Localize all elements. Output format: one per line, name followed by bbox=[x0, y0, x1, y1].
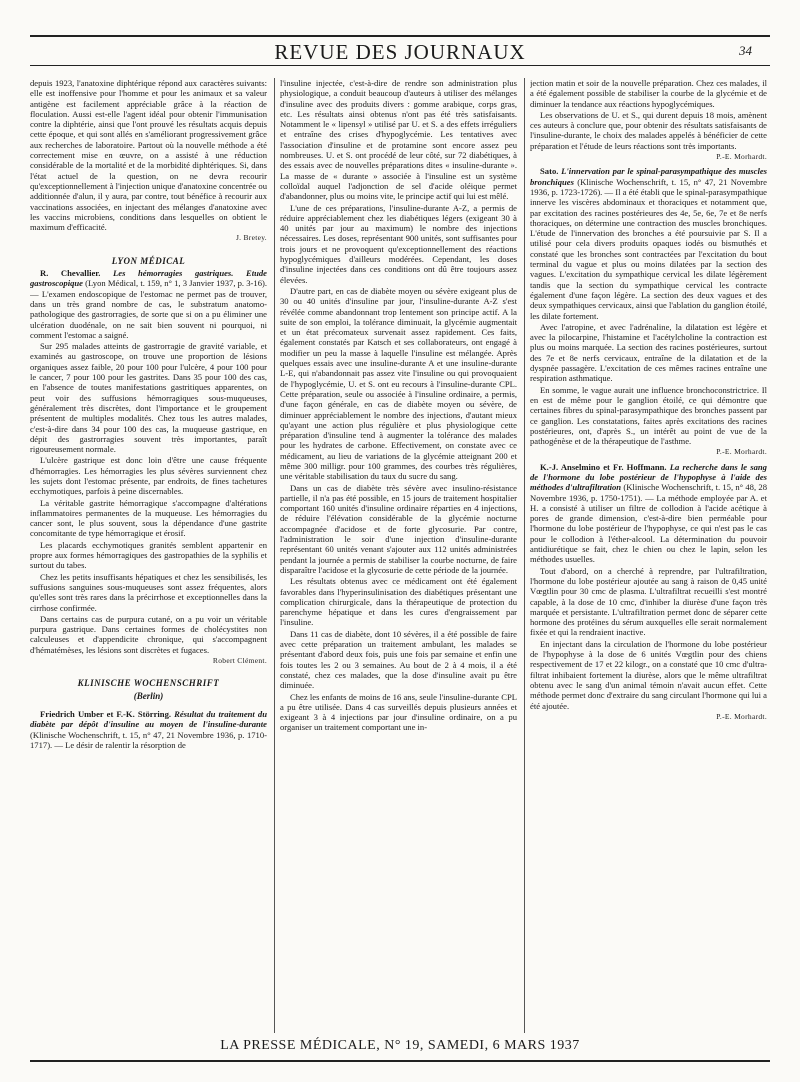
article-reference: (Lyon Médical, t. 159, n° 1, 3 Janvier 1937, p. 3-16). — L'examen endoscopique de l'estomac ne permet pas de trouver, dans un très grand nombre de cas, le substratum anatomo-pathologique des gastrorragies, de sorte que si on a pu éliminer une ulcération duodénale, on ne sait bien souvent ni pourquoi, ni comment l'estomac a saigné. bbox=[30, 278, 267, 340]
paragraph: L'une de ces préparations, l'insuline-durante A-Z, a permis de réduire appréciablement chez les diabétiques légers (exigeant 30 à 40 unités par jour au maximum) le nombre des injections nécessaires. Les doses, représentant 900 unités, sont suffisantes pour trois jours et ne provoquent qu'exceptionnellement des réactions hypoglycémiques d'ailleurs modérées. Cependant, les doses d'insuline injectées dans ces conditions ont dû être toujours assez élevées. bbox=[280, 202, 517, 285]
column-2 bbox=[280, 78, 517, 1033]
paragraph: Dans un cas de diabète très sévère avec insulino-résistance partielle, il n'a pas été possible, en 15 jours de traitement hospitalier comportant 160 unités d'insuline ordinaire réparties en 4 injections, de réduire l'élévation considérable de la glycémie nocturne accompagnée d'acidose et de forte glycosurie. Par contre, l'administration le soir d'une injection d'insuline-durante représentant 60 unités venant s'ajouter aux 112 unités administrées pendant la journée a permis de stabiliser la courbe nocturne, de faire disparaître l'acidose et la glycosurie de cette période de la journée. bbox=[280, 482, 517, 575]
article-entry bbox=[530, 166, 767, 320]
journal-section-title: REVUE DES JOURNAUX bbox=[274, 40, 526, 64]
header-top-rule bbox=[30, 35, 770, 37]
header-bottom-rule bbox=[30, 65, 770, 66]
author-signature: J. Bretey. bbox=[235, 233, 267, 243]
paragraph: L'ulcère gastrique est donc loin d'être une cause fréquente d'hémorragies. Les hémorragies les plus sévères surviennent chez les sujets dont l'estomac présente, par endroits, de fines tachetures ecchymotiques, parfois à peine discernables. bbox=[30, 455, 267, 497]
paragraph: Tout d'abord, on a cherché à reprendre, par l'ultrafiltration, l'hormone du lobe postérieur ajoutée au sang à raison de 0,45 unité Vœgtlin pour 30 cmc de plasma. L'ultrafiltrat recueilli s'est montré capable, à la dose de 10 cmc, d'inhiber la diurèse d'une façon très marquée et persistante. L'ultrafiltration permet donc de séparer cette hormone des protéines du sérum auxquelles elle serait normalement fixée et qui la rendraient inactive. bbox=[530, 565, 767, 638]
paragraph: D'autre part, en cas de diabète moyen ou sévère exigeant plus de 30 ou 40 unités d'insuline par jour, l'insuline-durante A-Z s'est révélée comme abandonnant trop lentement son principe actif. A la suite de son emploi, la tolérance diminuait, la glycémie augmentait et un état précomateux survenait assez rapidement. Ces faits, également constatés par Katsch et ses collaborateurs, ont engagé à modifier un peu la masse à laquelle l'insuline est mélangée. Après quelques essais avec une insuline-durante A et une insuline-durante L-E, qui n'abandonnait pas assez vite l'insuline ou qui provoquaient de l'hypoglycémie, U. et S. ont eu recours à l'insuline-durante CPL. Cette préparation, seule ou associée à l'insuline ordinaire, a permis, d'une façon générale, en cas de diabète moyen ou sévère, de diminuer appréciablement le nombre des injections, d'autant mieux qu'ayant une action plus régulière et plus physiologique cette préparation d'insuline tend à augmenter la tolérance des malades pour les hydrates de carbone. Effectivement, on constate avec ce médicament, au lieu de variations de la glycémie atteignant 200 et même 300 milligr. pour 100 grammes, des courbes très régulières, une véritable stabilisation du taux du sucre du sang. bbox=[280, 285, 517, 482]
article-author: R. Chevallier. bbox=[40, 268, 101, 279]
article-columns bbox=[30, 78, 770, 1033]
journal-heading: KLINISCHE WOCHENSCHRIFT bbox=[77, 678, 220, 689]
page-footer bbox=[30, 1038, 770, 1068]
article-entry bbox=[30, 268, 267, 340]
paragraph: depuis 1923, l'anatoxine diphtérique répond aux caractères suivants: elle est inoffensive pour l'homme et pour les animaux et sa valeur antigène est facilement appréciable grâce à la réaction de floculation. Aussi est-elle l'agent idéal pour obtenir l'immunisation contre la diphtérie, ainsi que l'ont prouvé les résultats acquis depuis cette époque, et qui sont allés en s'améliorant progressivement grâce aux recherches de laboratoire. Partout où la nouvelle méthode a été correctement mise en œuvre, on a assisté à une réduction considérable de la mortalité et de la morbidité diphtériques. Si, dans l'état actuel de la question, on ne devra recourir qu'exceptionnellement à l'injection unique d'anatoxine concentrée ou additionnée d'alun, il y aura, par contre, tout bénéfice à recourir aux vaccinations associées, en injectant des mélanges d'anatoxine avec les vaccins microbiens, conditions dans lesquelles on obtient le maximum d'efficacité. bbox=[30, 78, 267, 233]
paragraph: Les observations de U. et S., qui durent depuis 18 mois, amènent ces auteurs à conclure que, pour obtenir des résultats satisfaisants de l'insuline-durante, le choix des malades appelés à bénéficier de cette préparation et l'étude de leurs réactions sont très importants. bbox=[530, 109, 767, 151]
paragraph: Chez les petits insuffisants hépatiques et chez les sensibilisés, les suffusions sanguines sous-muqueuses sont assez fréquentes, alors qu'elles sont très rares dans la précirrhose et exceptionnelles dans la cirrhose confirmée. bbox=[30, 571, 267, 613]
paragraph: Dans certains cas de purpura cutané, on a pu voir un véritable purpura gastrique. Dans certaines formes de cholécystites non calculeuses et d'appendicite chronique, qui s'accompagnent d'hématémèses, les lésions sont discrètes et fugaces. bbox=[30, 613, 267, 655]
author-signature: P.-E. Morhardt. bbox=[716, 152, 767, 162]
paragraph: En somme, le vague aurait une influence bronchoconstrictrice. Il en est de même pour le ganglion étoilé, ce qui démontre que certaines fibres du spinal-parasympathique des bronches passent par ce ganglion. Les constatations, faites après excitations des racines postérieures, ont, d'après S., un intérêt au point de vue de la pathogénèse et de la thérapeutique de l'asthme. bbox=[530, 384, 767, 447]
paragraph: Avec l'atropine, et avec l'adrénaline, la dilatation est légère et avec la pilocarpine, l'histamine et l'acétylcholine la contraction est plus ou moins marquée. La section des racines postérieures, surtout des 7e et 8e nerfs cervicaux, entraîne de la dilatation et de la dyspnée passagère. L'excitation de ces mêmes racines entraîne une respiration asthmatique. bbox=[530, 321, 767, 384]
article-title: Résultat du traitement du diabète par dépôt d'insuline au moyen de l'insuline-durante bbox=[30, 708, 267, 730]
paragraph: En injectant dans la circulation de l'hormone du lobe postérieur de l'hypophyse à la dose de 6 unités Vœgtlin pour des chiens respectivement de 17 et 22 kilogr., on a constaté que 10 cmc d'ultra-filtrat inhibaient fortement la diurèse, alors que le même ultrafiltrat obtenu avec le sang d'un animal témoin n'avait aucun effet. Cette méthode permet donc d'extraire du sang circulant l'hormone qui lui a été ajoutée. bbox=[530, 638, 767, 711]
column-divider bbox=[524, 78, 525, 1033]
publication-line: LA PRESSE MÉDICALE, N° 19, SAMEDI, 6 MARS 1937 bbox=[220, 1038, 580, 1053]
article-reference: (Klinische Wochenschrift, t. 15, n° 47, 21 Novembre 1936, p. 1710-1717). — Le désir de ralentir la résorption de bbox=[30, 729, 267, 750]
author-signature: P.-E. Morhardt. bbox=[716, 711, 767, 721]
paragraph: Les placards ecchymotiques granités semblent appartenir en propre aux formes hémorragiques des gastropathies de la syphilis et surtout du tabes. bbox=[30, 539, 267, 571]
column-1 bbox=[30, 78, 267, 1033]
journal-city: (Berlin) bbox=[133, 690, 164, 701]
article-title: Les hémorragies gastriques. Etude gastroscopique bbox=[30, 268, 267, 289]
article-author: Sato. bbox=[540, 166, 559, 177]
article-entry bbox=[530, 462, 767, 565]
page-header bbox=[30, 35, 770, 69]
journal-heading: LYON MÉDICAL bbox=[111, 255, 186, 266]
article-entry bbox=[30, 709, 267, 750]
paragraph: Les résultats obtenus avec ce médicament ont été également favorables dans l'hyperinsulinisation des diabétiques présentant une complication chirurgicale, dans la thérapeutique de protection du parenchyme hépatique et dans les cures d'engraissement par l'insuline. bbox=[280, 576, 517, 628]
paragraph: La véritable gastrite hémorragique s'accompagne d'altérations inflammatoires permanentes de la muqueuse. Les hémorragies du cancer sont, le plus souvent, sous la dépendance d'une gastrite concomitante de type hémorragique et érosif. bbox=[30, 497, 267, 539]
paragraph: jection matin et soir de la nouvelle préparation. Chez ces malades, il a été également possible de stabiliser la courbe de la glycémie et de diminuer la tendance aux réactions hypoglycémiques. bbox=[530, 78, 767, 109]
article-title: L'innervation par le spinal-parasympathique des muscles bronchiques bbox=[530, 166, 767, 187]
author-signature: P.-E. Morhardt. bbox=[716, 447, 767, 457]
article-reference: (Klinische Wochenschrift, t. 15, n° 48, 28 Novembre 1936, p. 1750-1751). — La méthode employée par A. et H. a consisté à utiliser un filtre de collodion à l'acide acétique à pores de grande dimension, c'est-à-dire bien perméable pour l'hormone du lobe postérieur de l'hypophyse, ce qui n'est pas le cas pour le collodion à l'éther-alcool. La détermination du pouvoir antidiurétique se fait, chez le chien ou chez le lapin, selon les méthodes usuelles. bbox=[530, 482, 767, 565]
column-3 bbox=[530, 78, 767, 1033]
article-author: K.-J. Anselmino et Fr. Hoffmann. bbox=[540, 461, 667, 472]
article-title: La recherche dans le sang de l'hormone du lobe postérieur de l'hypophyse à l'aide des méthodes d'ultrafiltration bbox=[530, 461, 767, 493]
author-signature: Robert Clément. bbox=[212, 656, 267, 666]
article-reference: (Klinische Wochenschrift, t. 15, n° 47, 21 Novembre 1936, p. 1723-1726). — Il a été établi que le spinal-parasympathique innerve les viscères abdominaux et thoraciques et notamment que, par excitation des racines postérieures des 4e, 5e, 6e, 7e et 8e nerfs thoraciques, on détermine une contraction des muscles bronchiques. L'étude de l'innervation des bronches a été poursuivie par S. Il a utilisé pour cela divers produits opaques iodés ou bismuthés et constaté que les bronches sont contractées par l'excitation du bout terminal du vague et plus ou moins dilatées par la section des vagues. L'excitation du sympathique cervical les dilate légèrement tandis que la section du sympathique cervical les contracte également d'une façon légère. La section des deux vagues et des deux sympathiques cervicaux, ainsi que l'ablation du ganglion étoilé, les dilate fortement. bbox=[530, 176, 767, 321]
article-author: Friedrich Umber et F.-K. Störring. bbox=[40, 708, 172, 719]
footer-rule bbox=[30, 1060, 770, 1062]
column-divider bbox=[274, 78, 275, 1033]
paragraph: Sur 295 malades atteints de gastrorragie de gravité variable, et examinés au gastroscope, on trouve une proportion de lésions organiques assez faible, 20 pour 100 pour l'ulcère, 4 pour 100 pour le cancer, 7 pour 100 pour les gastrites. Dans 35 pour 100 des cas, en l'absence de toutes manifestations gastritiques apparentes, on peut voir des suffusions hémorragiques sous-muqueuses, généralement très discrètes, dont l'importance et le groupement présentent de multiples modalités. Chez tous les autres malades, c'est-à-dire dans 34 pour 100 des cas, la muqueuse gastrique, en dépit des gastrorragies souvent très importantes, paraît rigoureusement normale. bbox=[30, 341, 267, 455]
paragraph: Dans 11 cas de diabète, dont 10 sévères, il a été possible de faire avec cette préparation un traitement ambulant, les malades se présentant d'abord deux fois, puis une fois par semaine et enfin une fois toutes les 2 ou 3 semaines. Au bout de 2 à 4 mois, il a été constaté, chez ces malades, que la dose d'insuline avait pu être diminuée. bbox=[280, 628, 517, 691]
paragraph: Chez les enfants de moins de 16 ans, seule l'insuline-durante CPL a pu être utilisée. Dans 4 cas surveillés depuis plusieurs années et exigeant 3 à 4 injections par jour d'insuline ordinaire, on a pu organiser un traitement comportant une in- bbox=[280, 691, 517, 733]
paragraph: l'insuline injectée, c'est-à-dire de rendre son administration plus physiologique, a conduit beaucoup d'auteurs à utiliser des mélanges d'insuline avec des produits divers : gomme arabique, corps gras, etc. Les résultats ainsi obtenus n'ont pas été très satisfaisants. Notamment le « lipensyl » utilisé par U. et S. a des effets irréguliers et entraîne des crises d'hypoglycémie. Les tentatives avec l'association d'insuline et de protamine sont encore assez peu nombreuses. U. et S. ont procédé de leur côté, sur 72 diabétiques, à des essais avec de nouvelles préparations dites « insuline-durante ». La masse de « durante » associée à l'insuline est un système colloïdal auquel l'adjonction de sel d'acide oléique permet d'abandonner, plus ou moins vite, le principe actif qui lui est mêlé. bbox=[280, 78, 517, 202]
page-number: 34 bbox=[739, 43, 752, 58]
